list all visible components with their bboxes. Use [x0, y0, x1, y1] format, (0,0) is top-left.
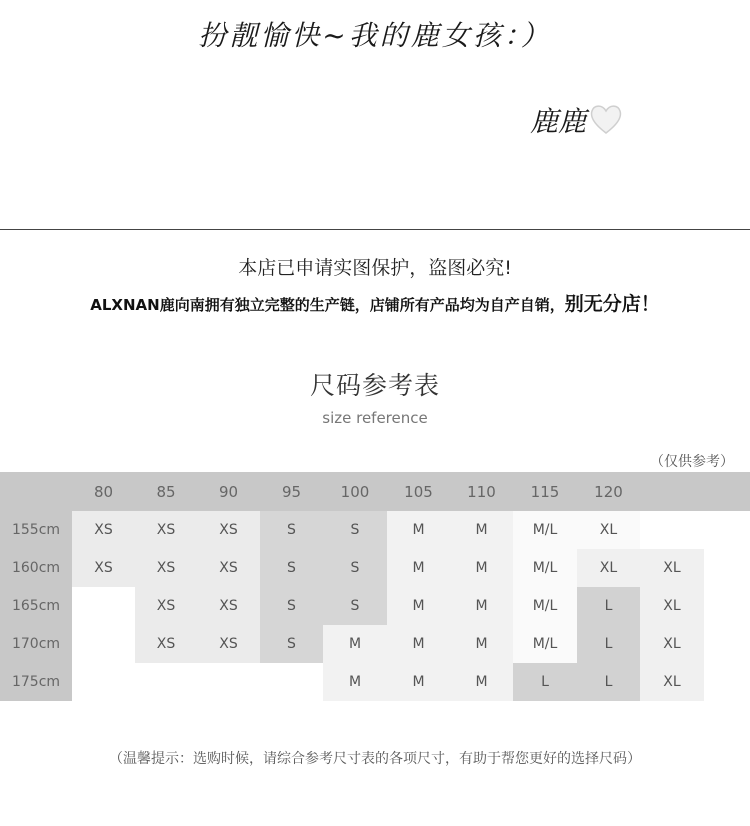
size-cell: M/L	[513, 549, 577, 587]
size-cell: M	[387, 511, 450, 549]
brand-notice-emphasis: 别无分店！	[564, 293, 660, 315]
brand-notice-main: ALXNAN鹿向南拥有独立完整的生产链，店铺所有产品均为自产自销，	[90, 296, 565, 314]
size-cell: L	[577, 663, 640, 701]
size-cell: XL	[577, 511, 640, 549]
height-label-cell: 170cm	[0, 625, 72, 663]
size-table	[0, 472, 750, 704]
size-cell: S	[323, 587, 387, 625]
size-cell: XS	[72, 549, 135, 587]
size-cell: XS	[197, 511, 260, 549]
height-label-cell: 160cm	[0, 549, 72, 587]
size-cell: M	[450, 625, 513, 663]
size-cell: M	[387, 587, 450, 625]
size-cell: XS	[197, 625, 260, 663]
weight-header-cell: 80	[93, 482, 114, 501]
size-cell: M	[387, 663, 450, 701]
size-cell: M	[387, 549, 450, 587]
size-cell: M/L	[513, 625, 577, 663]
weight-header-cell: 105	[404, 482, 433, 501]
size-cell: XL	[640, 549, 704, 587]
size-cell: XL	[577, 549, 640, 587]
size-cell: XS	[197, 587, 260, 625]
size-cell: M	[450, 587, 513, 625]
size-cell: L	[577, 587, 640, 625]
reference-note: （仅供参考）	[650, 454, 734, 470]
height-label-cell: 165cm	[0, 587, 72, 625]
size-cell: XL	[640, 663, 704, 701]
size-cell: M/L	[513, 511, 577, 549]
weight-header-cell: 85	[156, 482, 176, 501]
size-cell: S	[323, 549, 387, 587]
banner-signature	[530, 100, 624, 140]
size-cell: XS	[135, 587, 197, 625]
height-label-cell: 175cm	[0, 663, 72, 701]
size-cell: S	[323, 511, 387, 549]
size-cell: M	[450, 663, 513, 701]
size-cell: XL	[640, 625, 704, 663]
size-cell: XS	[135, 625, 197, 663]
size-cell: S	[260, 549, 323, 587]
size-cell: S	[260, 625, 323, 663]
size-cell: M	[450, 549, 513, 587]
weight-header-cell: 115	[530, 482, 560, 501]
size-cell: XS	[197, 549, 260, 587]
tip-note: （温馨提示：选购时候，请综合参考尺寸表的各项尺寸，有助于帮您更好的选择尺码）	[109, 751, 641, 767]
heart-icon	[588, 102, 624, 138]
size-cell: M	[323, 625, 387, 663]
size-cell: XS	[135, 549, 197, 587]
copyright-notice: 本店已申请实图保护，盗图必究!	[238, 257, 512, 279]
size-cell: M	[387, 625, 450, 663]
size-cell: L	[513, 663, 577, 701]
brand-notice	[0, 289, 750, 316]
weight-header-cell: 100	[340, 482, 370, 501]
size-chart-title: 尺码参考表	[309, 371, 440, 400]
size-cell: M	[450, 511, 513, 549]
size-cell: M	[323, 663, 387, 701]
banner-title: 扮靓愉快~我的鹿女孩：）	[198, 19, 552, 52]
weight-header-cell: 90	[218, 482, 239, 501]
size-cell: XS	[135, 511, 197, 549]
height-label-cell: 155cm	[0, 511, 72, 549]
size-cell: M/L	[513, 587, 577, 625]
size-cell: XL	[640, 587, 704, 625]
size-cell: S	[260, 587, 323, 625]
size-cell: XS	[72, 511, 135, 549]
weight-header-cell: 120	[594, 482, 623, 501]
greeting-banner	[0, 0, 750, 230]
size-cell: L	[577, 625, 640, 663]
weight-header-cell: 95	[281, 482, 302, 501]
signature-text: 鹿鹿	[530, 105, 587, 138]
size-chart-subtitle: size reference	[322, 409, 428, 427]
weight-header-cell: 110	[467, 482, 496, 501]
size-cell: S	[260, 511, 323, 549]
